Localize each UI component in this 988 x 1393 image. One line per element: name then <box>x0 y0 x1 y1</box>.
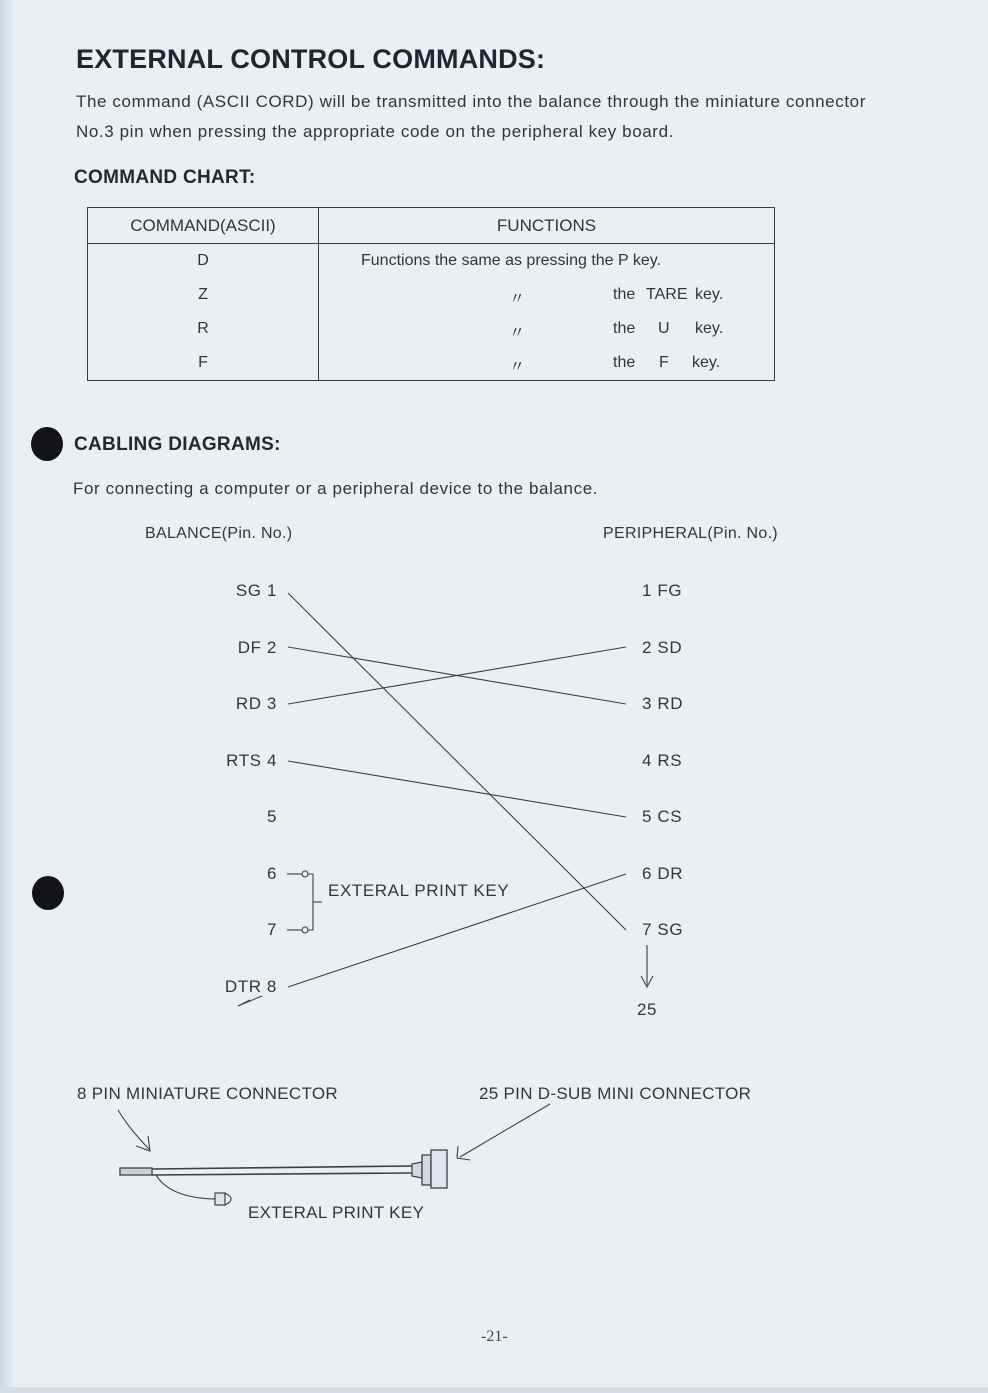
command-cell: F <box>88 346 319 381</box>
peripheral-pin-4: 4 RS <box>642 751 683 770</box>
balance-pin-6: 6 <box>266 864 277 883</box>
pointer-right-connector <box>460 1104 550 1157</box>
ditto-mark: 〃 <box>509 325 526 342</box>
wire-sg1-to-sg7 <box>288 593 626 930</box>
cable-print-key-label: EXTERAL PRINT KEY <box>248 1203 425 1222</box>
ditto-mark: 〃 <box>509 359 526 376</box>
function-key-name: U <box>658 320 670 337</box>
dsub-connector-icon <box>431 1150 447 1188</box>
function-key-word: key. <box>692 354 721 371</box>
peripheral-pin-6: 6 DR <box>642 864 684 883</box>
dsub-hood-icon <box>412 1162 422 1178</box>
page-number: -21- <box>481 1328 508 1345</box>
print-key-switch <box>308 874 313 930</box>
page-title: EXTERNAL CONTROL COMMANDS: <box>76 44 546 74</box>
intro-line-1: The command (ASCII CORD) will be transmitted into the balance through the miniature connector <box>76 92 866 111</box>
peripheral-pin-3: 3 RD <box>642 694 684 713</box>
pointer-left-connector <box>118 1110 150 1150</box>
command-chart-heading: COMMAND CHART: <box>74 167 256 188</box>
cable-upper-line <box>152 1166 412 1169</box>
dtr-arrow-icon <box>238 996 262 1006</box>
miniature-connector-label: 8 PIN MINIATURE CONNECTOR <box>77 1084 338 1103</box>
intro-line-2: No.3 pin when pressing the appropriate code on the peripheral key board. <box>76 122 674 141</box>
balance-column-header: BALANCE(Pin. No.) <box>145 525 293 542</box>
pointer-arrow-icon <box>457 1146 470 1160</box>
print-key-branch-cable <box>156 1175 215 1199</box>
dsub-flange-icon <box>422 1155 431 1185</box>
switch-contact-6 <box>302 871 308 877</box>
peripheral-pin-5: 5 CS <box>642 807 683 826</box>
balance-pin-4: RTS 4 <box>226 751 277 770</box>
ditto-mark: 〃 <box>509 291 526 308</box>
function-the: the <box>613 286 636 303</box>
peripheral-pin-2: 2 SD <box>642 638 683 657</box>
command-cell: D <box>88 244 319 279</box>
cabling-intro: For connecting a computer or a peripheral device to the balance. <box>73 479 599 498</box>
print-key-plug-body-icon <box>215 1193 225 1205</box>
cable-lower-line <box>152 1173 412 1175</box>
dsub-connector-label: 25 PIN D-SUB MINI CONNECTOR <box>479 1084 752 1103</box>
print-key-label: EXTERAL PRINT KEY <box>328 881 510 900</box>
function-key-name: F <box>659 354 669 371</box>
command-cell: R <box>88 312 319 346</box>
peripheral-pin-25: 25 <box>637 1000 658 1019</box>
balance-pin-3: RD 3 <box>235 694 277 713</box>
balance-pin-5: 5 <box>266 807 277 826</box>
switch-contact-7 <box>302 927 308 933</box>
balance-pin-2: DF 2 <box>237 638 277 657</box>
function-the: the <box>613 354 636 371</box>
miniature-connector-plug-icon <box>120 1168 152 1175</box>
peripheral-pin-7: 7 SG <box>642 920 684 939</box>
function-key-name: TARE <box>646 286 688 303</box>
cabling-heading: CABLING DIAGRAMS: <box>74 434 281 455</box>
wire-dtr8-to-dr6 <box>288 874 626 987</box>
balance-pin-8: DTR 8 <box>224 977 277 996</box>
peripheral-column-header: PERIPHERAL(Pin. No.) <box>603 525 778 542</box>
column-header-command: COMMAND(ASCII) <box>88 208 319 244</box>
column-header-functions: FUNCTIONS <box>319 208 775 244</box>
wire-rts4-to-cs5 <box>288 761 626 817</box>
command-cell: Z <box>88 278 319 312</box>
balance-pin-1: SG 1 <box>235 581 277 600</box>
function-description: Functions the same as pressing the P key. <box>361 252 662 269</box>
function-key-word: key. <box>695 286 724 303</box>
function-key-word: key. <box>695 320 724 337</box>
function-the: the <box>613 320 636 337</box>
balance-pin-7: 7 <box>266 920 277 939</box>
print-key-plug-tip-icon <box>225 1193 231 1205</box>
peripheral-pin-1: 1 FG <box>642 581 683 600</box>
